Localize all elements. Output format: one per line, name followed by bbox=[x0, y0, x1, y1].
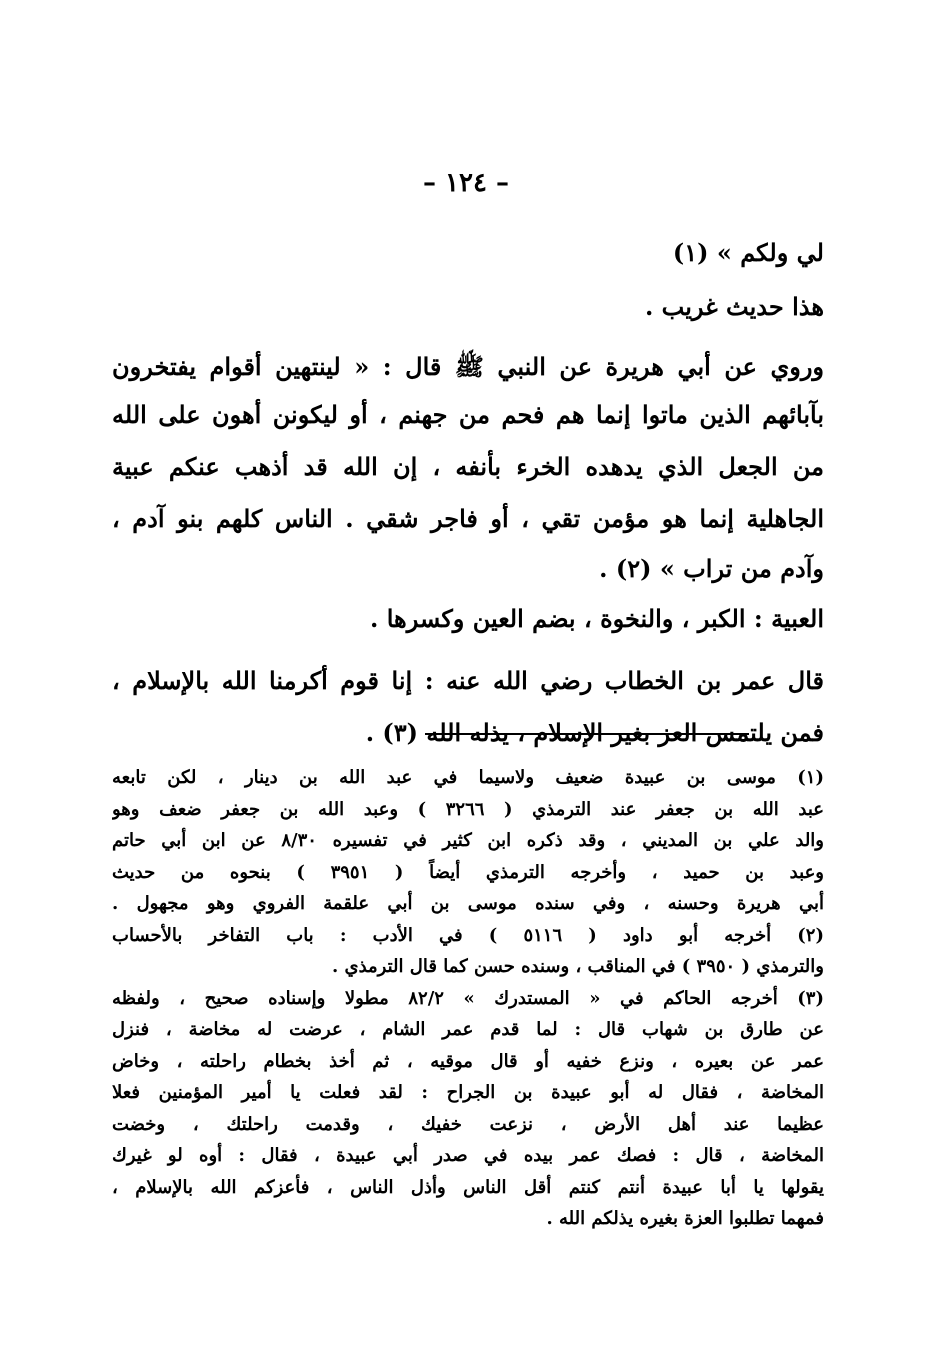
text-line: فمن يلتمس العز بغير الإسلام ، يذله الله (٣) . bbox=[365, 718, 824, 747]
footnotes bbox=[112, 762, 824, 1235]
footnote-line: عبد الله بن جعفر عند الترمذي ( ٣٢٦٦ ) وعبد الله بن جعفر ضعف وهو bbox=[112, 798, 824, 820]
text-line: من الجعل الذي يدهده الخرء بأنفه ، إن الله قد أذهب عنكم عبية bbox=[112, 452, 824, 481]
footnote-line: عمر عن بعيره ، ونزع خفيه أو قال موقيه ، ثم أخذ بخطام راحلته ، وخاض bbox=[112, 1050, 824, 1072]
footnote-line: يقولها يا أبا عبيدة أنتم كنتم أقل الناس وأذل الناس ، فأعزكم الله بالإسلام ، bbox=[112, 1176, 824, 1198]
footnote-line: والترمذي ( ٣٩٥٠ ) في المناقب ، وسنده حسن كما قال الترمذي . bbox=[331, 956, 824, 977]
footnote-line: (٣) أخرجه الحاكم في « المستدرك » ٨٢/٢ مطولا وإسناده صحيح ، ولفظه bbox=[112, 987, 824, 1009]
text-line: هذا حديث غريب . bbox=[644, 292, 824, 321]
footnote-line: أبي هريرة وحسنه ، وفي سنده موسى بن أبي علقمة الفروي وهو مجهول . bbox=[112, 893, 824, 914]
footnote-line: (١) موسى بن عبيدة ضعيف ولاسيما في عبد الله بن دينار ، لكن تابعه bbox=[112, 767, 824, 788]
text-line: قال عمر بن الخطاب رضي الله عنه : إنا قوم أكرمنا الله بالإسلام ، bbox=[112, 666, 824, 695]
page-number: – ١٢٤ – bbox=[422, 168, 510, 198]
main-text bbox=[112, 228, 824, 758]
footnote-line: والد علي بن المديني ، وقد ذكره ابن كثير في تفسيره ٨/٣٠ عن ابن أبي حاتم bbox=[112, 830, 824, 851]
footnote-line: وعبد بن حميد ، وأخرجه الترمذي أيضاً ( ٣٩٥١ ) بنحوه من حديث bbox=[112, 861, 824, 883]
text-line: وروي عن أبي هريرة عن النبي ﷺ قال : « لينتهين أقوام يفتخرون bbox=[112, 352, 824, 381]
footnote-line: المخاضة ، فقال له أبو عبيدة بن الجراح : لقد فعلت يا أمير المؤمنين فعلا bbox=[112, 1082, 824, 1103]
footnote-divider bbox=[425, 733, 749, 735]
text-line: لي ولكم » (١) bbox=[672, 238, 824, 267]
text-line: بآبائهم الذين ماتوا إنما هم فحم من جهنم ، أو ليكونن أهون على الله bbox=[112, 400, 824, 429]
text-line: العبية : الكبر ، والنخوة ، بضم العين وكسرها . bbox=[370, 604, 824, 633]
footnote-line: المخاضة ، قال : فصك عمر بيده في صدر أبي عبيدة ، فقال : أوه لو غيرك bbox=[112, 1145, 824, 1166]
footnote-line: عظيما عند أهل الأرض ، نزعت خفيك ، وقدمت راحلتك ، وخضت bbox=[112, 1113, 824, 1135]
footnote-line: عن طارق بن شهاب قال : لما قدم عمر الشام ، عرضت له مخاضة ، فنزل bbox=[112, 1019, 824, 1040]
footnote-line: فمهما تطلبوا العزة بغيره يذلكم الله . bbox=[546, 1208, 824, 1229]
footnote-line: (٢) أخرجه أبو داود ( ٥١١٦ ) في الأدب : باب التفاخر بالأحساب bbox=[112, 924, 824, 946]
text-line: وآدم من تراب » (٢) . bbox=[599, 554, 824, 583]
text-line: الجاهلية إنما هو مؤمن تقي ، أو فاجر شقي . الناس كلهم بنو آدم ، bbox=[112, 504, 824, 533]
